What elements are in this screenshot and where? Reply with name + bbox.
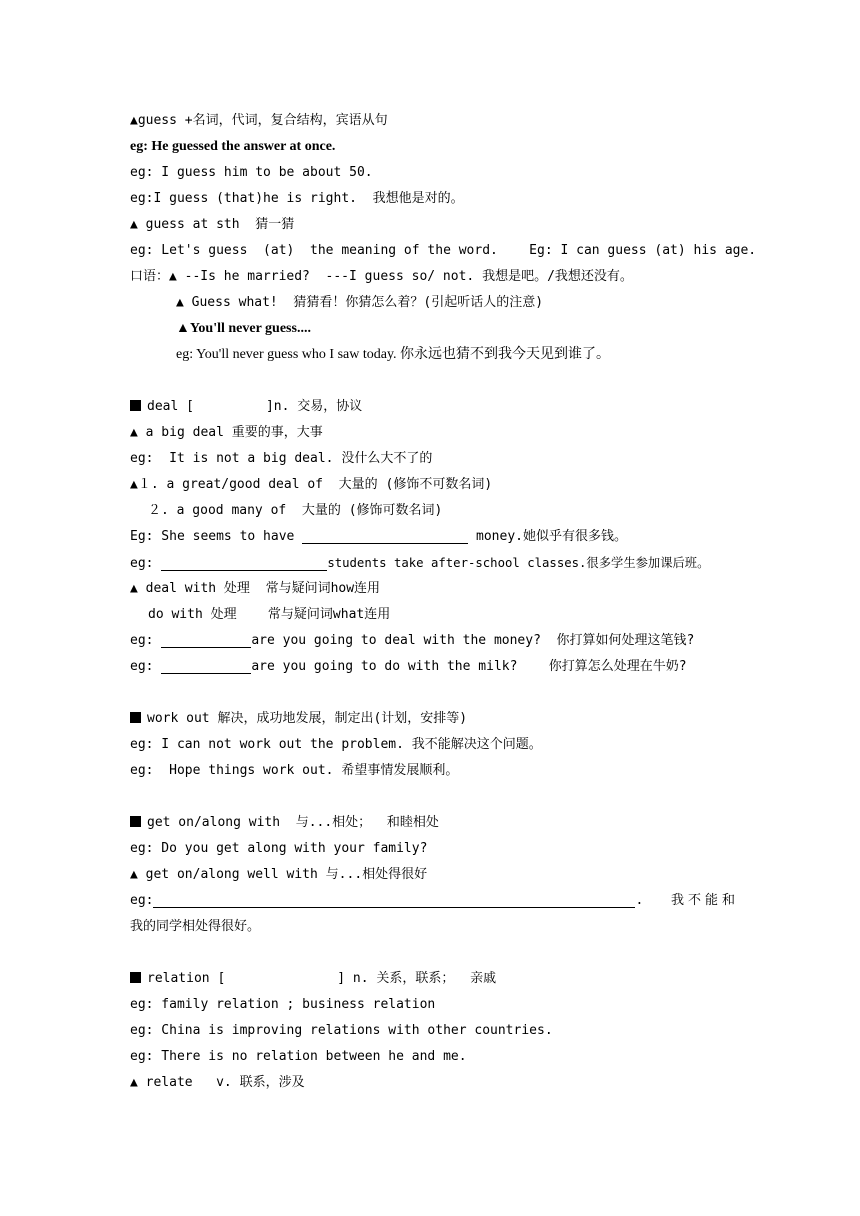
- spacer: [130, 940, 732, 966]
- spacer: [130, 368, 732, 394]
- workout-example-2: eg: Hope things work out. 希望事情发展顺利。: [130, 763, 459, 778]
- relation-example-3: eg: There is no relation between he and me.: [130, 1049, 467, 1064]
- guess-spoken-1: 口语：▲ --Is he married? ---I guess so/ not. 我想是吧。/我想还没有。: [130, 269, 633, 284]
- workout-heading-text: work out 解决，成功地发展，制定出(计划，安排等): [147, 711, 468, 726]
- deal-exercise-3-post: are you going to deal with the money? 你打算如何处理这笔钱?: [251, 633, 695, 648]
- guess-example-1: eg: He guessed the answer at once.: [130, 139, 336, 154]
- deal-exercise-2-pre: eg:: [130, 556, 162, 571]
- spacer: [130, 680, 732, 706]
- do-with-phrase: do with 处理 常与疑问词what连用: [148, 607, 391, 622]
- deal-exercise-4-post: are you going to do with the milk? 你打算怎么处理在牛奶?: [251, 659, 687, 674]
- deal-exercise-1: [130, 524, 732, 550]
- answer-blank[interactable]: [161, 658, 251, 674]
- answer-blank[interactable]: [153, 892, 635, 908]
- guess-example-5: eg: You'll never guess who I saw today. 你永远也猜不到我今天见到谁了。: [176, 347, 611, 362]
- deal-example-1: eg: It is not a big deal. 没什么大不了的: [130, 451, 433, 466]
- getalong-example-1: eg: Do you get along with your family?: [130, 841, 428, 856]
- getalong-exercise-cont: 我的同学相处得很好。: [130, 919, 261, 934]
- deal-exercise-4: [130, 654, 732, 680]
- getalong-exercise: [130, 888, 739, 914]
- square-bullet-icon: [130, 972, 141, 983]
- getalong-phrase: ▲ get on/along well with 与...相处得很好: [130, 867, 428, 882]
- workout-heading: [130, 706, 732, 732]
- deal-phrase-2: ▲１. a great/good deal of 大量的 (修饰不可数名词): [130, 477, 493, 492]
- getalong-heading: [130, 810, 732, 836]
- square-bullet-icon: [130, 400, 141, 411]
- square-bullet-icon: [130, 712, 141, 723]
- deal-heading: [130, 394, 732, 420]
- spacer: [130, 784, 732, 810]
- relation-example-1: eg: family relation ; business relation: [130, 997, 436, 1012]
- guess-example-3: eg:I guess (that)he is right. 我想他是对的。: [130, 191, 464, 206]
- deal-exercise-2-post: students take after-school classes.很多学生参加课后班。: [327, 556, 710, 570]
- deal-heading-pre: deal [: [147, 399, 194, 414]
- relate-phrase: ▲ relate v. 联系，涉及: [130, 1075, 305, 1090]
- getalong-exercise-post: . 我不能和: [635, 893, 739, 908]
- deal-exercise-3: [130, 628, 732, 654]
- relation-heading-pre: relation [: [147, 971, 226, 986]
- deal-exercise-1-post: money.她似乎有很多钱。: [468, 529, 627, 544]
- guess-example-4: eg: Let's guess (at) the meaning of the word. Eg: I can guess (at) his age.: [130, 243, 757, 258]
- guess-spoken-2: ▲ Guess what! 猜猜看！你猜怎么着？(引起听话人的注意): [176, 295, 544, 310]
- deal-heading-post: ]n. 交易，协议: [265, 399, 363, 414]
- deal-with-phrase: ▲ deal with 处理 常与疑问词how连用: [130, 581, 381, 596]
- square-bullet-icon: [130, 816, 141, 827]
- answer-blank[interactable]: [161, 555, 327, 571]
- relation-heading-post: ] n. 关系，联系； 亲戚: [337, 971, 497, 986]
- deal-phrase-3: ２. a good many of 大量的 (修饰可数名词): [148, 503, 443, 518]
- answer-blank[interactable]: [161, 632, 251, 648]
- getalong-heading-text: get on/along with 与...相处； 和睦相处: [147, 815, 439, 830]
- answer-blank[interactable]: [302, 528, 468, 544]
- deal-exercise-4-pre: eg:: [130, 659, 162, 674]
- guess-example-2: eg: I guess him to be about 50.: [130, 165, 373, 180]
- deal-phrase-1: ▲ a big deal 重要的事，大事: [130, 425, 323, 440]
- relation-example-2: eg: China is improving relations with other countries.: [130, 1023, 553, 1038]
- guess-spoken-3: ▲You'll never guess....: [176, 321, 311, 336]
- guess-usage-line: ▲guess +名词，代词，复合结构，宾语从句: [130, 113, 388, 128]
- deal-exercise-1-pre: Eg: She seems to have: [130, 529, 303, 544]
- document-page: [130, 108, 757, 1096]
- deal-exercise-2: [130, 550, 732, 576]
- workout-example-1: eg: I can not work out the problem. 我不能解决这个问题。: [130, 737, 542, 752]
- relation-heading: [130, 966, 732, 992]
- guess-at-phrase: ▲ guess at sth 猜一猜: [130, 217, 295, 232]
- deal-exercise-3-pre: eg:: [130, 633, 162, 648]
- getalong-exercise-pre: eg:: [130, 893, 154, 908]
